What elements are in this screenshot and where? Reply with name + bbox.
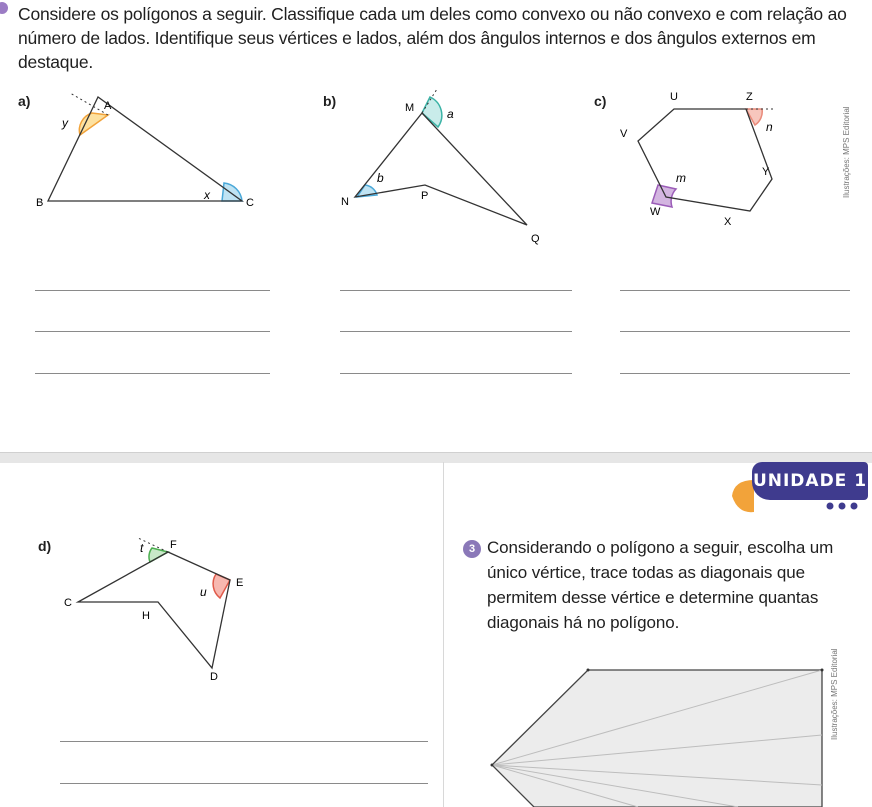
vertex-F: F <box>170 539 177 551</box>
figure-b-polygon <box>335 85 565 255</box>
answer-line[interactable] <box>60 741 428 742</box>
angle-x: x <box>204 188 210 202</box>
vertex-C: C <box>246 197 254 209</box>
question-3-number: 3 <box>463 540 481 558</box>
answer-line[interactable] <box>620 290 850 291</box>
vertex-U: U <box>670 91 678 103</box>
answer-line[interactable] <box>340 373 572 374</box>
vertex-Q: Q <box>531 233 540 245</box>
angle-u: u <box>200 585 207 599</box>
figure-c-hexagon <box>600 85 800 235</box>
figure-b-label: b) <box>323 93 337 109</box>
vertex-B: B <box>36 197 44 209</box>
vertex-C: C <box>64 597 72 609</box>
vertex-M: M <box>405 102 415 114</box>
figure-a-triangle <box>30 85 270 215</box>
badge-dots-icon <box>824 500 864 512</box>
question-3-polygon <box>488 665 828 807</box>
answer-line[interactable] <box>60 783 428 784</box>
column-divider <box>443 462 444 807</box>
answer-line[interactable] <box>35 373 270 374</box>
angle-n: n <box>766 120 773 134</box>
vertex-A: A <box>104 100 112 112</box>
angle-b: b <box>377 171 384 185</box>
question-3-text: Considerando o polígono a seguir, escolha um único vértice, trace todas as diagonais que permitem desse vértice e determine quantas diagonais há no polígono. <box>487 538 834 632</box>
vertex-W: W <box>650 206 661 218</box>
question-marker <box>0 2 8 14</box>
vertex-Y: Y <box>762 166 770 178</box>
illustration-credit-2: Ilustrações: MPS Editorial <box>830 648 839 740</box>
answer-line[interactable] <box>620 373 850 374</box>
answer-line[interactable] <box>340 331 572 332</box>
vertex-H: H <box>142 610 150 622</box>
figure-d-polygon <box>60 530 260 690</box>
figure-c-label: c) <box>594 93 607 109</box>
unit-badge: UNIDADE 1 <box>752 462 868 500</box>
illustration-credit: Ilustrações: MPS Editorial <box>842 106 851 198</box>
vertex-Z: Z <box>746 91 753 103</box>
figure-a-label: a) <box>18 93 31 109</box>
answer-line[interactable] <box>620 331 850 332</box>
page-divider <box>0 452 872 463</box>
instruction-text: Considere os polígonos a seguir. Classifique cada um deles como convexo ou não convexo e com relação ao número de lados. Identifique seus vértices e lados, além dos ângulos internos e dos ângulos externos em destaque. <box>18 4 847 72</box>
answer-line[interactable] <box>35 290 270 291</box>
vertex-D: D <box>210 671 218 683</box>
answer-line[interactable] <box>340 290 572 291</box>
vertex-X: X <box>724 216 732 228</box>
vertex-E: E <box>236 577 244 589</box>
answer-line[interactable] <box>35 331 270 332</box>
angle-t: t <box>140 541 144 555</box>
angle-m: m <box>676 171 686 185</box>
vertex-N: N <box>341 196 349 208</box>
figure-d-label: d) <box>38 538 52 554</box>
vertex-V: V <box>620 128 628 140</box>
angle-a: a <box>447 107 454 121</box>
angle-y: y <box>62 116 68 130</box>
vertex-P: P <box>421 190 429 202</box>
